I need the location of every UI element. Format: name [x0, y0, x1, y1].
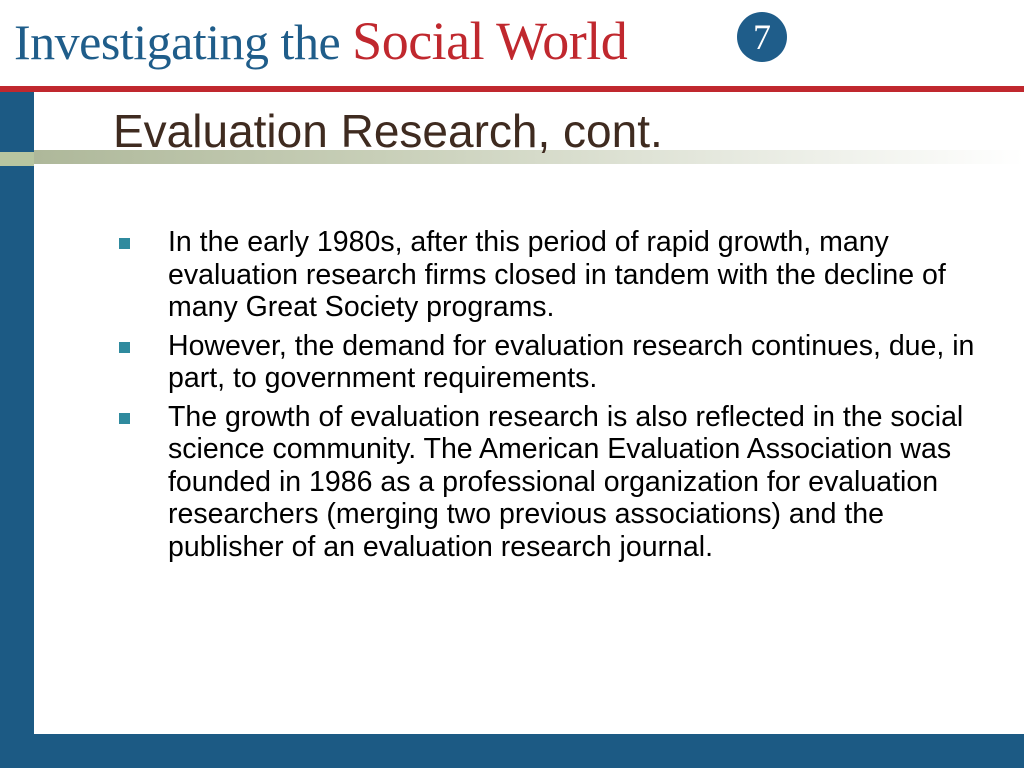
bullet-text: In the early 1980s, after this period of rapid growth, many evaluation research firms closed in tandem with the decline of many Great Society programs. [168, 226, 946, 323]
square-bullet-icon [119, 413, 130, 424]
bullet-text: The growth of evaluation research is also reflected in the social science community. The American Evaluation Association was founded in 1986 as a professional organization for evaluation researchers (merging two previous associations) and the publisher of an evaluation research journal. [168, 400, 964, 563]
bullet-item [115, 226, 975, 324]
bullet-text: However, the demand for evaluation research continues, due, in part, to government requirements. [168, 329, 975, 394]
bottom-frame-bar [0, 734, 1024, 768]
book-title-logo [14, 8, 627, 75]
left-frame-accent [0, 152, 34, 166]
edition-badge: 7 [737, 12, 787, 62]
bullet-item [115, 330, 975, 395]
book-title-part1: Investigating the [14, 14, 353, 70]
header-divider [0, 86, 1024, 92]
square-bullet-icon [119, 342, 130, 353]
slide-title: Evaluation Research, cont. [113, 105, 663, 157]
bullet-item [115, 401, 975, 564]
bullet-list [115, 226, 975, 569]
book-title-part2: Social World [352, 11, 628, 71]
brand-header [0, 0, 1024, 86]
left-frame-bar [0, 92, 34, 768]
square-bullet-icon [119, 238, 130, 249]
